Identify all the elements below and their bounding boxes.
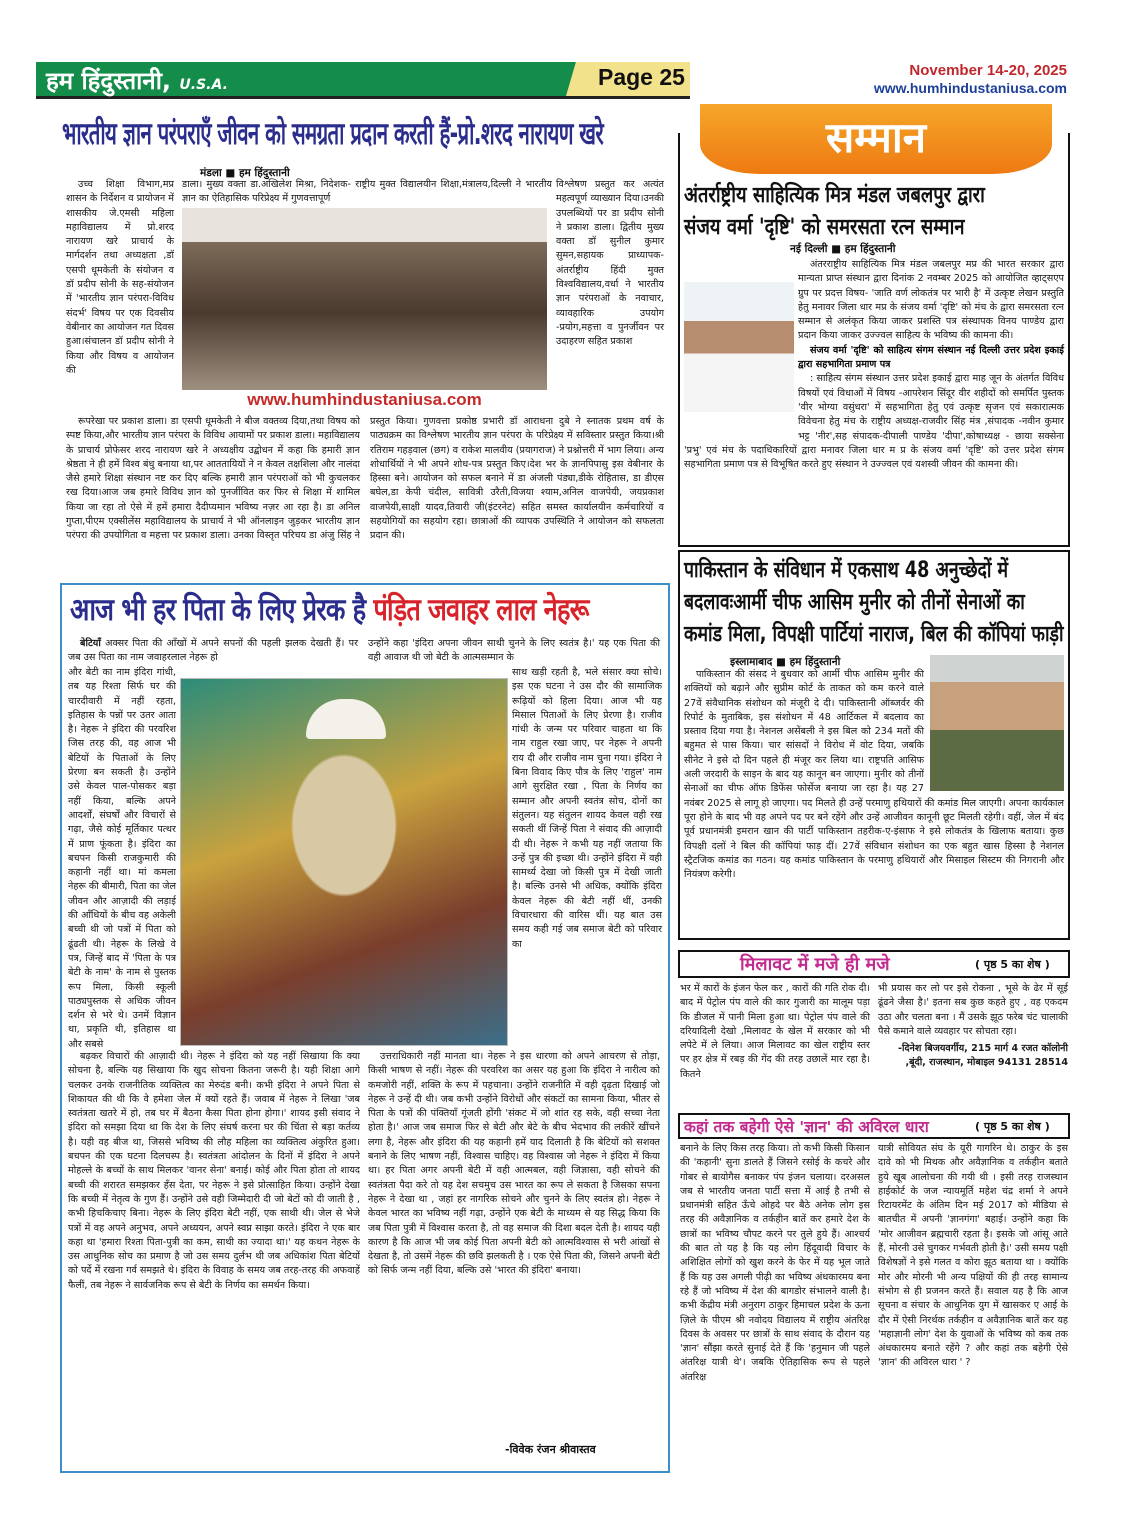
gyan-headline: कहां तक बहेगी ऐसे 'ज्ञान' की अविरल धारा (684, 1118, 929, 1136)
milawat-author: -दिनेश बिजयवर्गीय, 215 मार्ग 4 रजत कॉलोनी ,बूंदी, राजस्थान, मोबाइल 94131 28514 (897, 1043, 1068, 1069)
nehru-lead-word: बेटियाँ (80, 638, 101, 649)
milawat-headline: मिलावट में मजे ही मजे (740, 954, 890, 975)
milawat-col2: भी प्रयास कर लो पर इसे रोकना , भूसे के ढेर में सूई ढूंढने जैसा है।' इतना सब कुछ कहते हुए , वह एकदम उठा और चलता बना । मैं उसके झूठ फरेब चंट चालाकी पैसे कमाने वाले व्यवहार पर सोचता रहा। -दिनेश बिजयवर्गीय, 215 मार्ग 4 रजत कॉलोनी ,बूंदी, राजस्थान, मोबाइल 94131 28514 (878, 982, 1068, 1071)
samman-headline-line2: संजय वर्मा 'दृष्टि' को समरसता रत्न सम्मान (684, 215, 965, 240)
photo-spacer (924, 668, 1064, 792)
gyan-col1: बनाने के लिए किस तरह किया। तो कभी किसी किसान की 'कहानी' सुना डालते हैं जिसने रसोई के कचरे और गोबर से बायोगैस बनाकर पंप इंजन चलाया। दरअसल जब से भारतीय जनता पार्टी सत्ता में आई है तभी से प्रधानमंत्री सहित ऊँचे ओहदे पर बैठे अनेक लोग इस तरह की अवैज्ञानिक व तर्कहीन बातें कर हमारे देश के छात्रों का भविष्य चौपट करने पर तुले हुये हैं। आश्चर्य की बात तो यह है कि यह लोग हिंदूवादी विचार के अशिक्षित लोगों को खुश करने के फेर में यह भूल जाते हैं कि यह उस अगली पीढ़ी का भविष्य अंधकारमय बना रहे हैं जो भविष्य में देश की बागडोर संभालने वाली है। कभी केंद्रीय मंत्री अनुराग ठाकुर हिमाचल प्रदेश के ऊना ज़िले के पीएम श्री नवोदय विद्यालय में राष्ट्रीय अंतरिक्ष दिवस के अवसर पर छात्रों के साथ संवाद के दौरान यह 'ज्ञान' सौंझा करते सुनाई देते हैं कि 'हनुमान जी पहले अंतरिक्ष यात्री थे'। जबकि ऐतिहासिक रूप से पहले अंतरिक्ष (680, 1143, 870, 1383)
samman-headline (684, 180, 985, 244)
pakistan-byline: इस्लामाबाद ■ हम हिंदुस्तानी (730, 656, 841, 668)
nehru-intro-right: उन्होंने कहा 'इंदिरा अपना जीवन साथी चुनने के लिए स्वतंत्र है।' यह एक पिता की वही आवाज थी जो बेटी के आत्मसम्मान के (368, 638, 660, 664)
pakistan-body: पाकिस्तान की संसद ने बुधवार को आर्मी चीफ आसिम मुनीर की शक्तियों को बढ़ाने और सुप्रीम कोर्ट के ताकत को कम करने वाले 27वें संवैधानिक संशोधन को मंजूरी दे दी। पाकिस्तानी ऑब्जर्वर की रिपोर्ट के मुताबिक, इस संशोधन में 48 आर्टिकल में बदलाव का प्रस्ताव दिया गया है। नेशनल असेंबली ने इस बिल को 234 मतों की बहुमत से पास किया। चार सांसदों ने विरोध में वोट दिया, जबकि सीनेट ने इसे दो दिन पहले ही मंजूर कर लिया था। राष्ट्रपति आसिफ अली जरदारी के साइन के बाद यह कानून बन जाएगा। मुनीर को तीनों सेनाओं का चीफ ऑफ डिफेंस फोर्सेज बनाया जा रहा है। यह 27 नवंबर 2025 से लागू हो जाएगा। पद मिलते ही उन्हें परमाणु हथियारों की कमांड मिल जाएगी। अपना कार्यकाल पूरा होने के बाद भी वह अपने पद पर बने रहेंगे और उन्हें आजीवन कानूनी छूट मिलती रहेगी। वहीं, जेल में बंद पूर्व प्रधानमंत्री इमरान खान की पार्टी पाकिस्तान तहरीक-ए-इंसाफ ने इसे लोकतंत्र के खिलाफ बताया। कुछ विपक्षी दलों ने बिल की कॉपियां फाड़ दीं। 27वें संविधान संशोधन का एक बहुत खास हिस्सा है नेशनल स्ट्रैटजिक कमांड का गठन। यह कमांड पाकिस्तान के परमाणु हथियारों और मिसाइल सिस्टम की निगरानी और नियंत्रण करेगी। (684, 669, 1064, 881)
paper-suffix: U.S.A. (179, 77, 228, 93)
pakistan-headline-line2: बदलावःआर्मी चीफ आसिम मुनीर को तीनों सेनाओं का (684, 590, 1025, 615)
nehru-author: -विवेक रंजन श्रीवास्तव (505, 1443, 596, 1456)
milawat-continued: ( पृष्ठ 5 का शेष ) (975, 958, 1050, 971)
samman-banner-text: सम्मान (825, 113, 927, 162)
gandhi-cap-shape (306, 699, 386, 739)
nehru-headline-part2: पंड़ित जवाहर लाल नेहरू (373, 592, 589, 628)
nehru-right-col: साथ खड़ी रहती है, भले संसार क्या सोचे। इस एक घटना ने उस दौर की सामाजिक रूढ़ियों को हिला दिया। आज भी यह मिसाल पिताओं के लिए प्रेरणा है। राजीव गांधी के जन्म पर परिवार चाहता था कि नाम राहुल रखा जाए, पर नेहरू ने अपनी राय दी और राजीव नाम चुना गया। इंदिरा ने बिना विवाद किए पौत्र के लिए 'राहुल' नाम आगे सुरक्षित रखा , पिता के निर्णय का सम्मान और अपनी स्वतंत्र सोच, दोनों का संतुलन। यह संतुलन शायद केवल वही रख सकती थीं जिन्हें पिता ने संवाद की आज़ादी दी थी। नेहरू ने कभी यह नहीं जताया कि उन्हें पुत्र की इच्छा थी। उन्होंने इंदिरा में वही सामर्थ्य देखा जो किसी पुत्र में देखी जाती है। बल्कि उनसे भी अधिक, क्योंकि इंदिरा केवल नेहरू की बेटी नहीं थीं, उनकी विचारधारा की वारिस थीं। यह बात उस समय कही गई जब समाज बेटी को परिवार का (512, 667, 662, 950)
samman-subhead: संजय वर्मा 'दृष्टि' को साहित्य संगम संस्थान नई दिल्ली उत्तर प्रदेश इकाई द्वारा सहभागिता प्रमाण पत्र (798, 344, 1064, 371)
nehru-bottom-left: बढ़कर विचारों की आज़ादी थी। नेहरू ने इंदिरा को यह नहीं सिखाया कि क्या सोचना है, बल्कि यह सिखाया कि खुद सोचना कितना जरूरी है। यही शिक्षा आगे चलकर उनके राजनीतिक व्यक्तित्व का मेरुदंड बनी। कभी इंदिरा ने अपने पिता से शिकायत की थी कि वे हमेशा जेल में क्यों रहते हैं। जवाब में नेहरू ने लिखा 'जब स्वतंत्रता खतरे में हो, तब घर में बैठना कैसा पिता होना होगा।' शायद इसी संवाद ने इंदिरा को समझा दिया था कि देश के लिए संघर्ष करना घर की चिंता से बड़ा कर्तव्य है। यही वह बीज था, जिससे भविष्य की लौह महिला का व्यक्तित्व अंकुरित हुआ। बचपन की एक घटना दिलचस्प है। स्वतंत्रता आंदोलन के दिनों में इंदिरा ने अपने मोहल्ले के बच्चों के साथ मिलकर 'वानर सेना' बनाई। कोई और पिता होता तो शायद बच्ची की शरारत समझकर हँस देता, पर नेहरू ने इसे प्रोत्साहित किया। उन्होंने देखा कि बच्ची में नेतृत्व के गुण हैं। उन्होंने उसे वही जिम्मेदारी दी जो बेटों को दी जाती है , कभी हिचकिचाए बिना। नेहरू के लिए इंदिरा बेटी नहीं, एक साथी थी। जेल से भेजे पत्रों में वह अपने अनुभव, अपने अध्ययन, अपने स्वप्न साझा करते। इंदिरा ने एक बार कहा था 'हमारा रिश्ता पिता-पुत्री का कम, साथी का ज्यादा था।' यह कथन नेहरू के उस आधुनिक सोच का प्रमाण है जो उस समय दुर्लभ थी जब अधिकांश पिता बेटियों को पर्दे में रखना गर्व समझते थे। इंदिरा के विवाह के समय जब तरह-तरह की अफवाहें फैलीं, तब नेहरू ने सार्वजनिक रूप से बेटी के निर्णय का समर्थन किया। (68, 1051, 360, 1291)
article1-headline: भारतीय ज्ञान परंपराएँ जीवन को समग्रता प्रदान करती हैं-प्रो.शरद नारायण खरे (62, 116, 604, 152)
photo-spacer (684, 280, 798, 440)
article1-top-text: डाला। मुख्य वक्ता डा.अखिलेश मिश्रा, निदेशक- राष्ट्रीय मुक्त विद्यालयीन शिक्षा,मंत्रालय,दिल्ली ने भारतीय ज्ञान का ऐतिहासिक परिप्रेक्ष्य में गुणवत्तापूर्ण (182, 179, 552, 205)
pakistan-headline-line1: पाकिस्तान के संविधान में एकसाथ 48 अनुच्छेदों में (684, 558, 1009, 583)
samman-byline: नई दिल्ली ■ हम हिंदुस्तानी (790, 243, 896, 255)
pakistan-headline-line3: कमांड मिला, विपक्षी पार्टियां नाराज, बिल की कॉपियां फाड़ी (684, 622, 1064, 647)
paper-logo (46, 64, 228, 97)
page-number: Page 25 (598, 64, 685, 90)
paper-name: हम हिंदुस्तानी, (46, 67, 172, 95)
article1-byline: मंडला ■ हम हिंदुस्तानी (200, 167, 290, 179)
article1-col1: उच्च शिक्षा विभाग,मप्र शासन के निर्देशन व प्रायोजन में शासकीय जे.एमसी महिला महाविद्यालय में प्रो.शरद नारायण खरे प्राचार्य के मार्गदर्शन तथा अध्यक्षता ,डॉ एसपी धूमकेती के संयोजन व डॉ प्रदीप सोनी के सह-संयोजन में 'भारतीय ज्ञान परंपरा-विविध संदर्भ' विषय पर एक दिवसीय वेबीनार का आयोजन गत दिवस हुआ।संचालन डॉ प्रदीप सोनी ने किया और विषय व आयोजन की (66, 179, 174, 376)
seminar-photo (182, 208, 547, 398)
article1-body: रूपरेखा पर प्रकाश डाला। डा एसपी धूमकेती ने बीज वक्तव्य दिया,तथा विषय को स्पष्ट किया,और भारतीय ज्ञान परंपरा के विविध आयामों पर प्रकाश डाला। महाविद्यालय के प्राचार्य प्रोफेसर शरद नारायण खरे ने अध्यक्षीय उद्बोधन में कहा कि हमारी ज्ञान श्रेष्ठता ने ही हमें विश्व बंधु बनाया था,पर आततायियों ने न केवल तक्षशिला और नालंदा जैसे हमारे शिक्षा संस्थान नष्ट कर दिए बल्कि हमारी ज्ञान परंपराओं को भी कुचलकर रख दिया।आज जब हमारे विविध ज्ञान को पुनर्जीवित कर फिर से शिक्षा में शामिल किया जा रहा तो ऐसे में हमें हमारा दैदीप्यमान भविष्य नज़र आ रहा है। डा अनिल गुप्ता,पीएम एक्सीलेंस महाविद्यालय के प्राचार्य ने भी ऑनलाइन जुड़कर भारतीय ज्ञान परंपरा की उपयोगिता व महत्ता पर प्रकाश डाला। उनका विस्तृत परिचय डा अंजु सिंह ने प्रस्तुत किया। गुणवत्ता प्रकोष्ठ प्रभारी डॉ आराधना दुबे ने स्नातक प्रथम वर्ष के पाठ्यक्रम का विश्लेषण भारतीय ज्ञान परंपरा के परिप्रेक्ष्य में सविस्तार प्रस्तुत किया।श्री रतिराम गहड़वाल (छग) व राकेश मालवीय (प्रयागराज) ने प्रश्नोत्तरी में भाग लिया। अन्य शोधार्थियों ने भी अपने शोध-पत्र प्रस्तुत किए।देश भर के ज्ञानपिपासु इस वेबीनार के हिस्सा बने। आयोजन को सफल बनाने में डा अंजली पंड्या,डीके रोहितास, डा डीएस बघेल,डा केपी चंदील, सावित्री उरैती,विजया श्याम,अनिल वाजपेयी, जयप्रकाश वाजपेयी,साक्षी यादव,तिवारी जी(इंटरनेट) सहित समस्त कार्यालयीन कर्मचारियों व सहयोगियों का सहयोग रहा। छात्राओं की व्यापक उपस्थिति ने आयोजन को सफलता प्रदान की। (66, 416, 664, 542)
nehru-left-col: और बेटी का नाम इंदिरा गांधी, तब यह रिश्ता सिर्फ घर की चारदीवारी में नहीं रहता, इतिहास के पन्नों पर उतर आता है। नेहरू ने इंदिरा की परवरिश जिस तरह की, वह आज भी बेटियों के पिताओं के लिए प्रेरणा बन सकती है। उन्होंने उसे केवल पाल-पोसकर बड़ा नहीं किया, बल्कि अपने आदर्शों, संघर्षों और विचारों से गढ़ा, जैसे कोई मूर्तिकार पत्थर में प्राण फूंकता है। इंदिरा का बचपन किसी राजकुमारी की कहानी नहीं था। मां कमला नेहरू की बीमारी, पिता का जेल जीवन और आज़ादी की लड़ाई की आँधियों के बीच वह अकेली बच्ची थी जो पत्रों में पिता को ढूंढती थी। नेहरू के लिखे वे पत्र, जिन्हें बाद में 'पिता के पत्र बेटी के नाम' के नाम से पुस्तक रूप मिला, किसी स्कूली पाठ्यपुस्तक से अधिक जीवन दर्शन से भरे थे। उनमें विज्ञान था, प्रकृति थी, इतिहास था और सबसे (68, 667, 176, 1050)
samman-body: अंतरराष्ट्रीय साहित्यिक मित्र मंडल जबलपुर मप्र की भारत सरकार द्वारा मान्यता प्राप्त संस्थान द्वारा दिनांक 2 नवम्बर 2025 को आयोजित व्हाट्सएप ग्रुप पर प्रदत्त विषय- 'जाति वर्ण लोकतंत्र पर भारी है' में उत्कृष्ट लेखन प्रस्तुति हेतु मनावर जिला धार मप्र के संजय वर्मा 'दृष्टि' को मंच के द्वारा समरसता रत्न सम्मान से अलंकृत किया जाकर प्रशस्ति पत्र संस्थापक विनय पाण्डेय द्वारा प्रदान किया जाकर उज्ज्वल साहित्य के भविष्य की कामना की। संजय वर्मा 'दृष्टि' को साहित्य संगम संस्थान नई दिल्ली उत्तर प्रदेश इकाई द्वारा सहभागिता प्रमाण पत्र : साहित्य संगम संस्थान उत्तर प्रदेश इकाई द्वारा माह जून के अंतर्गत विविध विषयों एवं विधाओं में विषय -आपरेशन सिंदूर वीर शहीदों को समर्पित पुस्तक 'वीर भोग्या वसुंधरा' में सहभागिता हेतु एवं उत्कृष्ट सृजन एवं सकारात्मक विवेचना हेतु मंच के राष्ट्रीय अध्यक्ष-राजवीर सिंह मंत्र ,संपादक -नवीन कुमार भट्ट 'नीर',सह संपादक-दीपाली पाण्डेय 'दीपा',कोषाध्यक्ष - छाया सक्सेना 'प्रभु' एवं मंच के पदाधिकारियों द्वारा मनावर जिला धार म प्र के संजय वर्मा 'दृष्टि' को उत्तर प्रदेश संगम सहभागिता प्रमाण पत्र से विभूषित करते हुए संस्थान ने उज्ज्वल एवं यशस्वी जीवन की कामना की। (684, 259, 1064, 471)
nehru-headline-part1: आज भी हर पिता के लिए प्रेरक है (70, 592, 366, 628)
nehru-headline (70, 588, 589, 630)
photo-watermark: www.humhindustaniusa.com (182, 390, 547, 410)
nehru-bottom-right: उत्तराधिकारी नहीं मानता था। नेहरू ने इस धारणा को अपने आचरण से तोड़ा, किसी भाषण से नहीं। नेहरू की परवरिश का असर यह हुआ कि इंदिरा ने नारीत्व को कमजोरी नहीं, शक्ति के रूप में पहचाना। उन्होंने राजनीति में वही दृढ़ता दिखाई जो नेहरू ने उन्हें दी थी। जब कभी उन्होंने विरोधों और संकटों का सामना किया, भीतर से पिता के पत्रों की पंक्तियाँ गूंजती होंगी 'संकट में जो शांत रह सके, वही सच्चा नेता होता है।' आज जब समाज फिर से बेटी और बेटे के बीच भेदभाव की लकीरें खींचने लगा है, नेहरू और इंदिरा की यह कहानी हमें याद दिलाती है कि बेटियों को सशक्त बनाने के लिए भाषण नहीं, विश्वास चाहिए। वह विश्वास जो नेहरू ने इंदिरा में किया था। हर पिता अगर अपनी बेटी में वही आत्मबल, वही जिज्ञासा, वही सोचने की स्वतंत्रता पैदा करे तो यह देश सचमुच उस भारत का रूप ले सकता है जिसका सपना नेहरू ने देखा था , जहां हर नागरिक सोचने और चुनने के लिए स्वतंत्र हो। नेहरू ने केवल भारत का भविष्य नहीं गढ़ा, उन्होंने एक बेटी के माध्यम से यह सिद्ध किया कि जब पिता पुत्री में विश्वास करता है, तो वह समाज की दिशा बदल देती है। शायद यही कारण है कि आज भी जब कोई पिता अपनी बेटी को आत्मविश्वास से भरी आंखों से देखता है, तो उसमें नेहरू की छवि झलकती है । एक ऐसे पिता की, जिसने अपनी बेटी को सिर्फ जन्म नहीं दिया, बल्कि उसे 'भारत की इंदिरा' बनाया। (368, 1051, 660, 1277)
nehru-portrait (180, 678, 508, 1046)
samman-headline-line1: अंतर्राष्ट्रीय साहित्यिक मित्र मंडल जबलपुर द्वारा (684, 183, 985, 208)
nehru-intro-left: बेटियाँ अक्सर पिता की आँखों में अपने सपनों की पहली झलक देखती हैं। पर जब उस पिता का नाम जवाहरलाल नेहरू हो (68, 638, 358, 664)
gyan-col2: यात्री सोवियत संघ के यूरी गागरिन थे। ठाकुर के इस दावे को भी मिथक और अवैज्ञानिक व तर्कहीन बताते हुये खूब आलोचना की गयी थी । इसी तरह राजस्थान हाईकोर्ट के जज न्यायमूर्ति महेश चंद्र शर्मा ने अपने रिटायरमेंट के अंतिम दिन मई 2017 को मीडिया से बातचीत में अपनी 'ज्ञानगंगा' बहाई। उन्होंने कहा कि 'मोर आजीवन ब्रह्मचारी रहता है। इसके जो आंसू आते हैं, मोरनी उसे चुगकर गर्भवती होती है।' उसी समय पक्षी विशेषज्ञों ने इसे गलत व कोरा झूठ बताया था । क्योंकि मोर और मोरनी भी अन्य पक्षियों की ही तरह सामान्य संभोग से ही प्रजनन करते हैं। सवाल यह है कि आज सूचना व संचार के आधुनिक युग में खासकर ए आई के दौर में ऐसी निरर्थक तर्कहीन व अवैज्ञानिक बातें कर यह 'महाज्ञानी लोग' देश के युवाओं के भविष्य को कब तक अंधकारमय बनाते रहेंगे ? और कहां तक बहेगी ऐसे 'ज्ञान' की अविरल धारा ' ? (878, 1143, 1068, 1369)
gyan-continued: ( पृष्ठ 5 का शेष ) (975, 1120, 1050, 1133)
milawat-col1: भर में कारों के इंजन फेल कर , कारों की गति रोक दी। बाद में पेट्रोल पंप वाले की कार गुजारी का मालूम पड़ा कि डीजल में पानी मिला हुआ था। पेट्रोल पंप वाले की दरियादिली देखो ,मिलावट के खेल में सरकार को भी लपेटे में ले लिया। आज मिलावट का खेल राष्ट्रीय स्तर पर हर क्षेत्र में रबड़ की गेंद की तरह उछालें मार रहा है। कितने (680, 983, 870, 1080)
article1-col3: विश्लेषण प्रस्तुत कर अत्यंत महत्वपूर्ण व्याख्यान दिया।उनकी उपलब्धियों पर डा प्रदीप सोनी ने प्रकाश डाला। द्वितीय मुख्य वक्ता डॉ सुनील कुमार सुमन,सहायक प्राध्यापक-अंतर्राष्ट्रीय हिंदी मुक्त विश्वविद्यालय,वर्धा ने भारतीय ज्ञान परंपराओं के नवाचार, व्यावहारिक उपयोग -प्रयोग,महत्ता व पुनर्जीवन पर उदाहरण सहित प्रकाश (556, 179, 664, 348)
website-link[interactable]: www.humhindustaniusa.com (873, 80, 1067, 96)
issue-date: November 14-20, 2025 (909, 62, 1067, 79)
pakistan-headline (684, 555, 1064, 651)
